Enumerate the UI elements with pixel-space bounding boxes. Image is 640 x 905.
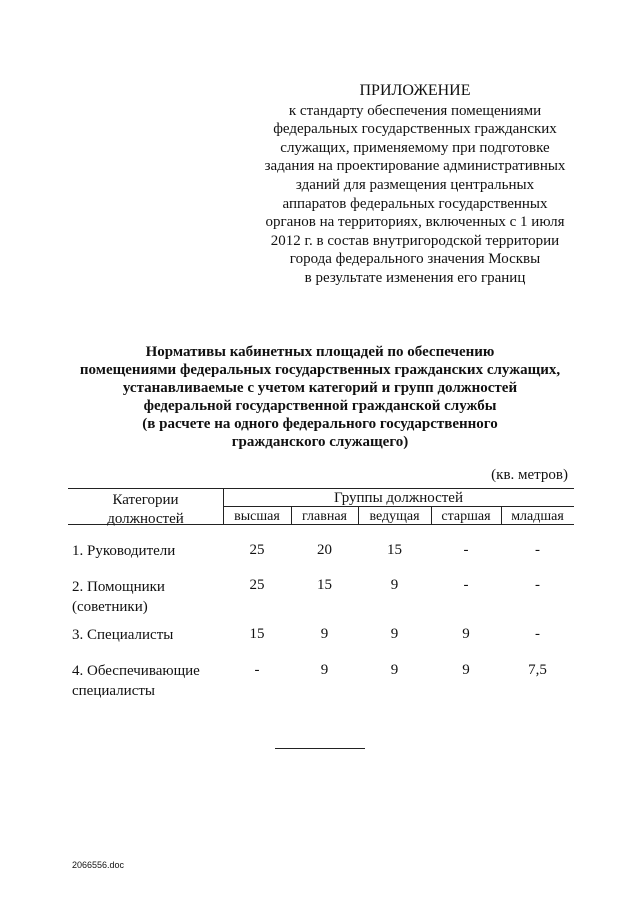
row-label-line: 4. Обеспечивающие <box>72 663 200 679</box>
column-header-leading: ведущая <box>369 509 420 524</box>
category-header-line: должностей <box>107 511 184 527</box>
table-cell: 9 <box>390 626 399 642</box>
column-header-junior: младшая <box>511 509 564 524</box>
table-cell: 7,5 <box>528 662 547 678</box>
heading-line: федеральной государственной гражданской службы <box>143 398 497 414</box>
category-column-header <box>68 491 223 529</box>
table-cell: - <box>535 577 540 593</box>
appendix-line: в результате изменения его границ <box>304 269 526 286</box>
heading-line: (в расчете на одного федерального государственного <box>142 416 498 432</box>
table-cell: 20 <box>317 542 332 558</box>
row-label-line: специалисты <box>72 683 155 699</box>
table-cell: 25 <box>249 577 265 593</box>
appendix-line: к стандарту обеспечения помещениями <box>288 102 542 119</box>
appendix-line: служащих, применяемому при подготовке <box>280 139 550 156</box>
row-label <box>72 661 200 701</box>
column-header-chief: главная <box>302 509 347 524</box>
table-cell: 9 <box>320 662 329 678</box>
table-cell: 9 <box>390 577 399 593</box>
table-cell: 25 <box>249 542 265 558</box>
appendix-line: федеральных государственных гражданских <box>273 121 557 138</box>
row-label <box>72 625 173 645</box>
table-cell: - <box>535 542 540 558</box>
table-cell: 15 <box>387 542 402 558</box>
column-header-senior: старшая <box>441 509 491 524</box>
appendix-title: ПРИЛОЖЕНИЕ <box>359 82 471 99</box>
appendix-header <box>250 82 580 288</box>
table-cell: 15 <box>317 577 332 593</box>
table-cell: 9 <box>462 662 470 678</box>
category-header-line: Категории <box>112 492 179 508</box>
column-header-highest: высшая <box>234 509 280 524</box>
heading-line: Нормативы кабинетных площадей по обеспечению <box>145 344 495 360</box>
table-cell: 9 <box>320 626 329 642</box>
appendix-line: 2012 г. в состав внутригородской территории <box>270 232 560 249</box>
row-label <box>72 577 165 617</box>
table-cell: - <box>254 662 260 678</box>
row-label-line: 1. Руководители <box>72 543 176 559</box>
row-label-line: 3. Специалисты <box>72 627 174 643</box>
table-cell: 9 <box>390 662 399 678</box>
heading-line: помещениями федеральных государственных гражданских служащих, <box>79 362 561 378</box>
groups-header: Группы должностей <box>334 490 463 506</box>
table-cell: - <box>535 626 540 642</box>
appendix-line: города федерального значения Москвы <box>289 251 541 268</box>
appendix-line: аппаратов федеральных государственных <box>282 195 548 212</box>
table-cell: - <box>463 542 469 558</box>
row-label-line: 2. Помощники <box>72 579 165 595</box>
table-top-rule <box>68 488 574 489</box>
appendix-line: зданий для размещения центральных <box>295 176 535 193</box>
appendix-line: органов на территориях, включенных с 1 июля <box>265 214 565 231</box>
document-heading <box>60 343 580 451</box>
heading-line: гражданского служащего) <box>231 434 409 450</box>
end-rule <box>275 748 365 749</box>
appendix-line: задания на проектирование административных <box>264 158 566 175</box>
row-label-line: (советники) <box>72 599 148 615</box>
table-cell: 9 <box>462 626 470 642</box>
units-label: (кв. метров) <box>491 467 568 483</box>
row-label <box>72 541 175 561</box>
heading-line: устанавливаемые с учетом категорий и групп должностей <box>122 380 518 396</box>
table-cell: 15 <box>249 626 265 642</box>
file-name-footer: 2066556.doc <box>72 860 125 870</box>
table-cell: - <box>463 577 469 593</box>
